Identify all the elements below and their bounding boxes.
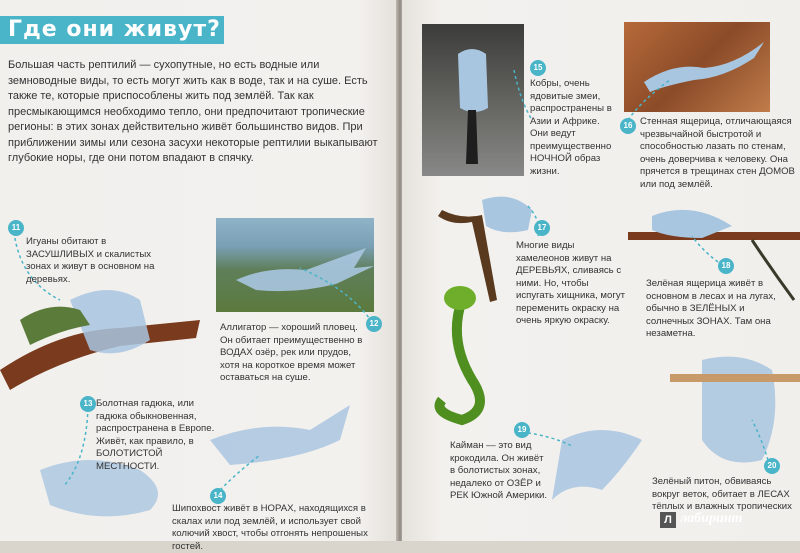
marker-19: 19 — [514, 422, 530, 438]
entry-16-text: Стенная ящерица, отличающаяся чрезвычайной быстротой и способностью лазать по стенам, очень доверчива к человеку. Она прячется в трещинах стен ДОМОВ или под землёй. — [640, 116, 795, 190]
entry-14-text: Шипохвост живёт в НОРАХ, находящихся в скалах или под землёй, и использует свой колючий хвост, чтобы отгонять непрошеных гостей. — [172, 503, 368, 552]
marker-18: 18 — [718, 258, 734, 274]
page-title: Где они живут? — [8, 17, 221, 42]
labirint-logo: Л — [660, 512, 676, 528]
entry-13-text: Болотная гадюка, или гадюка обыкновенная, распространена в Европе. Живёт, как правило, в БОЛОТИСТОЙ МЕСТНОСТИ. — [96, 398, 215, 472]
entry-19-text: Кайман — это вид крокодила. Он живёт в болотистых зонах, недалеко от ОЗЁР и РЕК Южной Америки. — [450, 440, 548, 501]
marker-17: 17 — [534, 220, 550, 236]
entry-17-text: Многие виды хамелеонов живут на ДЕРЕВЬЯХ, сливаясь с ними. Но, чтобы испугать хищника, могут переменить окраску на очень яркую окраску. — [516, 240, 626, 326]
intro-paragraph: Большая часть рептилий — сухопутные, но есть водные или земноводные виды, то есть могут жить как в воде, так и на суше. Есть также те, которые приспособлены жить под землёй. Так как пресмыкающимся необходимо тепло, они предпочитают тропические регионы: в этих зонах действительно живёт большинство видов. При приближении зимы или сезона засухи некоторые рептилии выкапывают глубокие норы, где они потом впадают в спячку. — [8, 59, 378, 164]
entry-12-text: Аллигатор — хороший пловец. Он обитает преимущественно в ВОДАХ озёр, рек или прудов, хотя на короткое время может оставаться на суше. — [220, 322, 363, 383]
marker-11: 11 — [8, 220, 24, 236]
marker-20: 20 — [764, 458, 780, 474]
marker-15: 15 — [530, 60, 546, 76]
entry-18-text: Зелёная ящерица живёт в основном в лесах и на лугах, обычно в ЗЕЛЁНЫХ и солнечных ЗОНАХ. Там она незаметна. — [646, 278, 776, 339]
marker-13: 13 — [80, 396, 96, 412]
entry-20-text: Зелёный питон, обвиваясь вокруг веток, обитает в ЛЕСАХ тёплых и влажных тропических — [652, 476, 792, 512]
entry-11-text: Игуаны обитают в ЗАСУШЛИВЫХ и скалистых зонах и живут в основном на деревьях. — [26, 236, 155, 285]
entry-15-text: Кобры, очень ядовитые змеи, распространены в Азии и Африке. Они ведут преимущественно НОЧНОЙ образ жизни. — [530, 78, 612, 177]
left-page — [0, 0, 398, 552]
marker-12: 12 — [366, 316, 382, 332]
marker-14: 14 — [210, 488, 226, 504]
watermark: лабиринт — [680, 511, 743, 526]
marker-16: 16 — [620, 118, 636, 134]
right-page — [402, 0, 800, 541]
